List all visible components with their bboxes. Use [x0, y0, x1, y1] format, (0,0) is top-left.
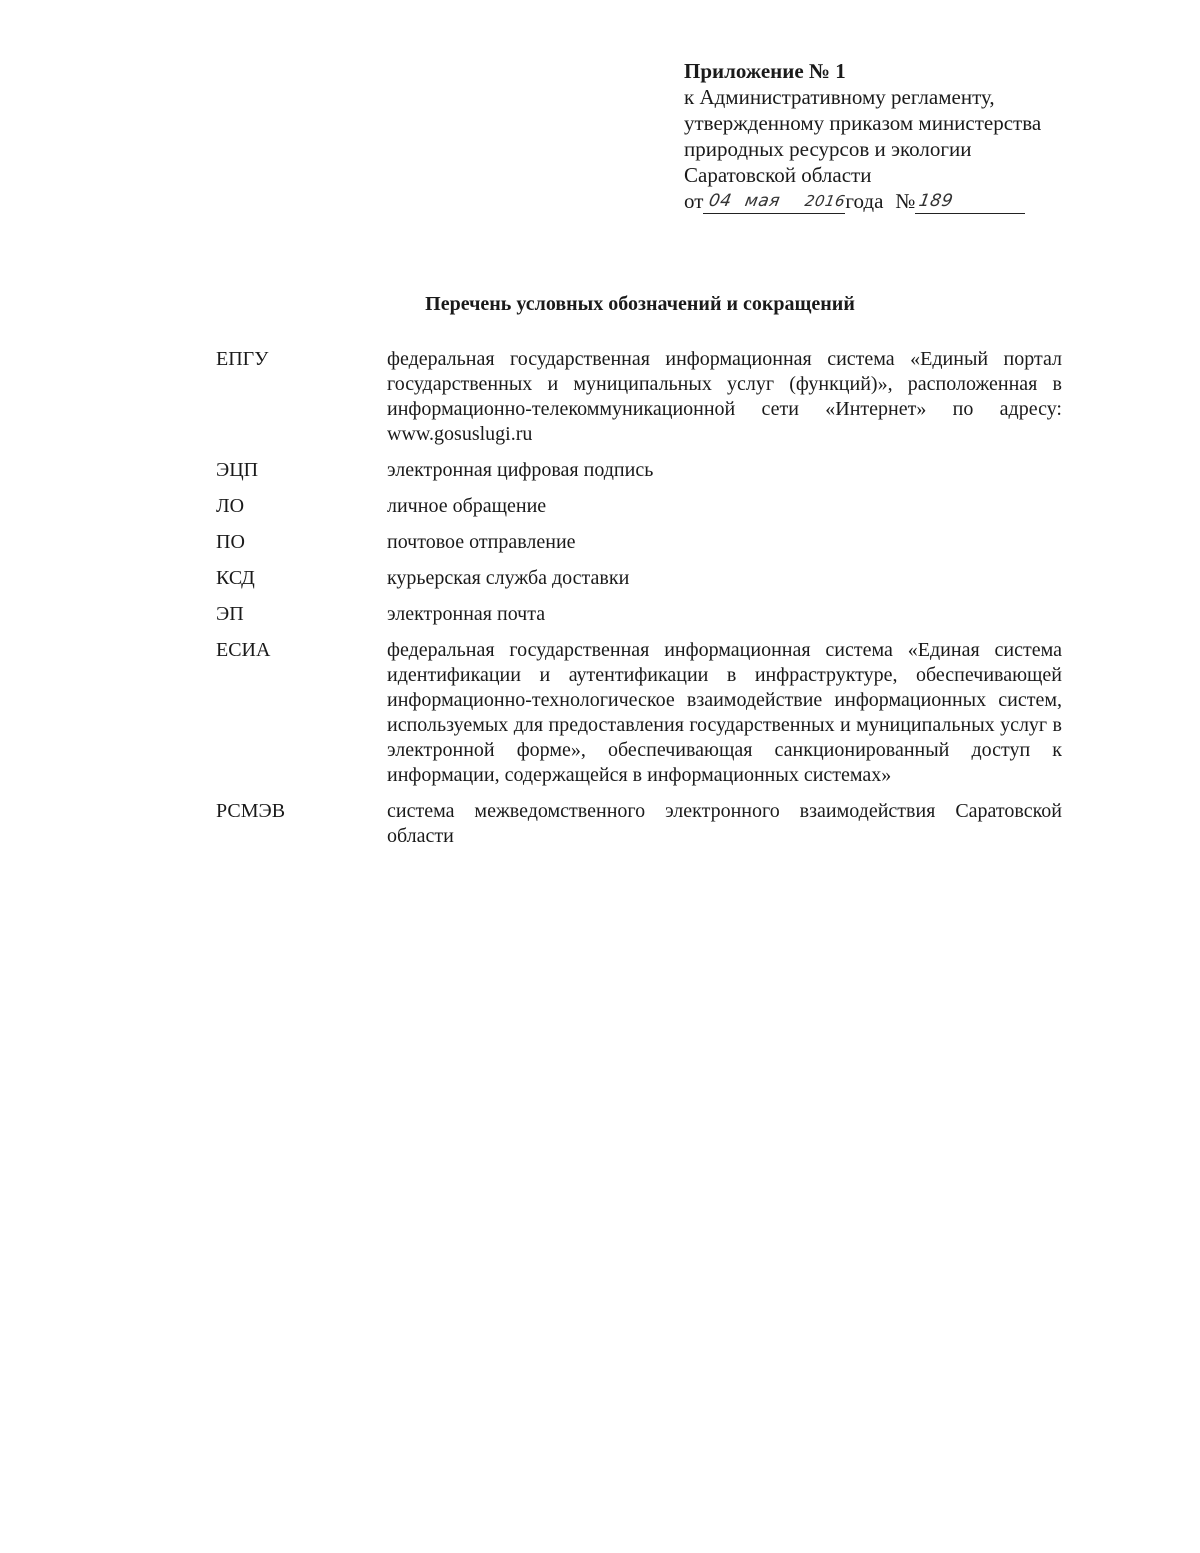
- abbreviation-term: ЭЦП: [216, 459, 259, 481]
- abbreviation-definition: электронная почта: [387, 603, 546, 625]
- appendix-line-3: природных ресурсов и экологии: [684, 137, 972, 161]
- handwritten-date-field: [703, 191, 848, 214]
- handwritten-month: мая: [743, 191, 783, 211]
- handwritten-number-field: [915, 191, 1025, 214]
- appendix-header: [684, 58, 1104, 214]
- abbreviation-term: РСМЭВ: [216, 800, 286, 822]
- date-suffix: года: [845, 189, 884, 213]
- abbreviation-term: КСД: [216, 567, 255, 589]
- abbreviation-row: [216, 602, 1062, 627]
- abbreviation-term: ЭП: [216, 603, 244, 625]
- abbreviation-row: [216, 530, 1062, 555]
- appendix-line-4: Саратовской области: [684, 163, 872, 187]
- abbreviation-definition: федеральная государственная информационная система «Единая система идентификации и аутентификации в инфраструктуре, обеспечивающей информационно-технологическое взаимодействие информационных систем, используемых для предоставления государственных и муниципальных услуг в электронной форме», обеспечивающая санкционированный доступ к информации, содержащейся в информационных системах»: [387, 639, 1062, 786]
- handwritten-day: 04: [707, 191, 734, 211]
- handwritten-number: 189: [917, 191, 956, 211]
- abbreviation-row: [216, 799, 1062, 849]
- abbreviation-definition: федеральная государственная информационная система «Единый портал государственных и муниципальных услуг (функций)», расположенная в информационно-телекоммуникационной сети «Интернет» по адресу: www.gosuslugi.ru: [387, 348, 1062, 445]
- abbreviation-row: [216, 566, 1062, 591]
- abbreviation-definition: почтовое отправление: [387, 531, 576, 553]
- abbreviation-term: ЕСИА: [216, 639, 271, 661]
- appendix-title: Приложение № 1: [684, 59, 846, 83]
- abbreviation-list: [216, 347, 1062, 860]
- abbreviation-definition: курьерская служба доставки: [387, 567, 630, 589]
- abbreviation-definition: личное обращение: [387, 495, 547, 517]
- date-prefix: от: [684, 189, 704, 213]
- abbreviation-term: ЛО: [216, 495, 245, 517]
- abbreviation-definition: система межведомственного электронного взаимодействия Саратовской области: [387, 800, 1062, 847]
- abbreviation-row: [216, 638, 1062, 788]
- abbreviation-row: [216, 347, 1062, 447]
- abbreviation-row: [216, 494, 1062, 519]
- handwritten-year: 2016: [803, 192, 848, 210]
- date-number-line: [684, 188, 1104, 214]
- abbreviation-definition: электронная цифровая подпись: [387, 459, 654, 481]
- abbreviation-term: ЕПГУ: [216, 348, 269, 370]
- document-title: Перечень условных обозначений и сокращений: [425, 293, 855, 315]
- appendix-line-1: к Административному регламенту,: [684, 85, 995, 109]
- appendix-line-2: утвержденному приказом министерства: [684, 111, 1042, 135]
- abbreviation-row: [216, 458, 1062, 483]
- abbreviation-term: ПО: [216, 531, 245, 553]
- number-prefix: №: [895, 189, 916, 213]
